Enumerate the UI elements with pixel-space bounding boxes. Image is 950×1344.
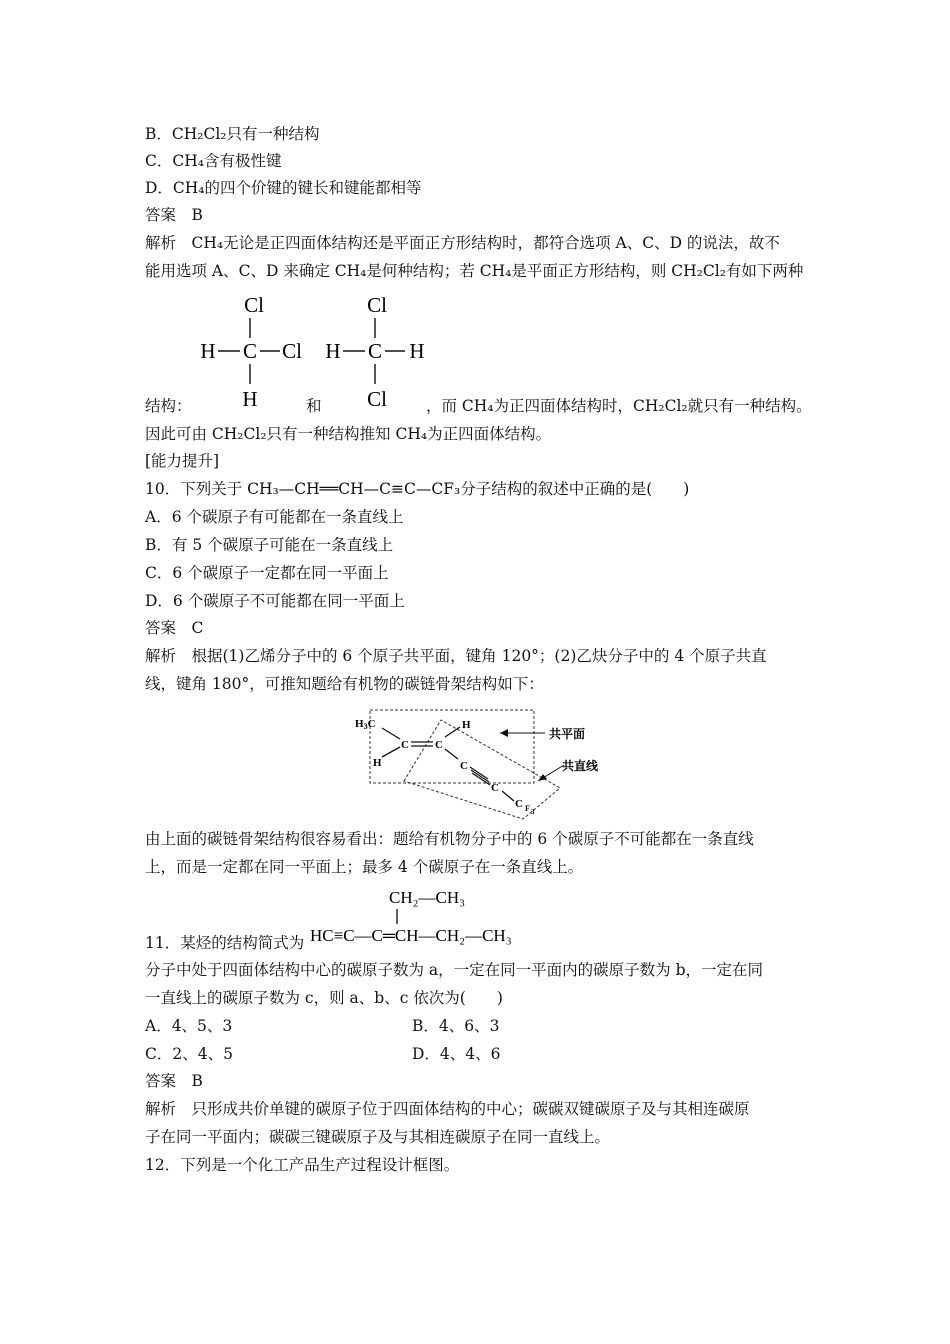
q11-option-a: A．4、5、3 — [145, 1017, 233, 1035]
q11-analysis-line-1: 解析 只形成共价单键的碳原子位于四面体结构的中心；碳碳双键碳原子及与其相连碳原 — [145, 1100, 750, 1118]
q11-line-1: 分子中处于四面体结构中心的碳原子数为 a，一定在同一平面内的碳原子数为 b，一定在同 — [145, 961, 764, 979]
svg-text:C: C — [435, 739, 443, 751]
section-heading: [能力提升] — [145, 452, 220, 470]
struct2-top: Cl — [367, 293, 387, 317]
struct1-center: C — [242, 339, 258, 363]
q11-analysis-line-2: 子在同一平面内；碳碳三键碳原子及与其相连碳原子在同一直线上。 — [145, 1128, 611, 1146]
q9-structure-tail: ，而 CH₄为正四面体结构时，CH₂Cl₂就只有一种结构。 — [426, 397, 812, 415]
carbon-skeleton-figure — [350, 705, 610, 820]
svg-text:C: C — [460, 760, 468, 772]
q10-answer: 答案 C — [145, 619, 204, 637]
q9-structure-label: 结构： — [145, 397, 192, 415]
fig-plane-label: 共平面 — [549, 727, 586, 741]
q10-analysis-line-2: 线，键角 180°，可推知题给有机物的碳链骨架结构如下： — [145, 675, 544, 693]
struct2-bottom: Cl — [367, 387, 387, 411]
q10-after-line-2: 上，而是一定都在同一平面上；最多 4 个碳原子在一条直线上。 — [145, 858, 584, 876]
fig-line-label: 共直线 — [562, 759, 599, 773]
struct1-top: Cl — [244, 293, 264, 317]
q11-stem-prefix: 11．某烃的结构简式为 — [145, 934, 305, 952]
q10-option-b: B．有 5 个碳原子可能在一条直线上 — [145, 536, 394, 554]
hydrocarbon-structure — [310, 884, 570, 948]
q9-conclusion: 因此可由 CH₂Cl₂只有一种结构推知 CH₄为正四面体结构。 — [145, 425, 552, 443]
q9-analysis-line-2: 能用选项 A、C、D 来确定 CH₄是何种结构；若 CH₄是平面正方形结构，则 CH₂Cl₂有如下两种 — [145, 262, 804, 280]
svg-text:C: C — [515, 798, 523, 810]
svg-text:H: H — [373, 757, 382, 769]
struct1-right: Cl — [282, 339, 302, 363]
struct2-center: C — [367, 339, 383, 363]
q12-stem: 12．下列是一个化工产品生产过程设计框图。 — [145, 1156, 460, 1174]
q9-answer: 答案 B — [145, 206, 203, 224]
struct2-left: H — [325, 339, 341, 363]
q10-stem: 10．下列关于 CH₃—CH══CH—C≡C—CF₃分子结构的叙述中正确的是( ) — [145, 480, 690, 498]
q10-analysis-line-1: 解析 根据(1)乙烯分子中的 6 个原子共平面，键角 120°；(2)乙炔分子中的 4 个原子共直 — [145, 647, 767, 665]
q9-and: 和 — [306, 397, 322, 415]
svg-text:3: 3 — [531, 808, 535, 816]
q11-branch: CH₂—CH₃ — [389, 888, 466, 907]
q11-option-b: B．4、6、3 — [412, 1017, 500, 1035]
svg-text:H: H — [462, 719, 471, 731]
q11-option-d: D．4、4、6 — [412, 1045, 501, 1063]
q9-option-c: C．CH₄含有极性键 — [145, 152, 282, 170]
q11-line-2: 一直线上的碳原子数为 c，则 a、b、c 依次为( ) — [145, 989, 503, 1007]
q11-main-chain: HC≡C—C═CH—CH₂—CH₃ — [310, 926, 512, 945]
svg-text:C: C — [401, 739, 409, 751]
q9-option-d: D．CH₄的四个价键的键长和键能都相等 — [145, 179, 422, 197]
ch2cl2-structure-1 — [192, 288, 312, 413]
q9-analysis-line-1: 解析 CH₄无论是正四面体结构还是平面正方形结构时，都符合选项 A、C、D 的说法，故不 — [145, 234, 780, 252]
ch2cl2-structure-2 — [317, 288, 437, 413]
svg-text:F: F — [525, 804, 530, 813]
q10-option-d: D．6 个碳原子不可能都在同一平面上 — [145, 592, 405, 610]
q10-option-c: C．6 个碳原子一定都在同一平面上 — [145, 564, 389, 582]
struct1-left: H — [200, 339, 216, 363]
svg-text:C: C — [491, 782, 499, 794]
q9-option-b: B．CH₂Cl₂只有一种结构 — [145, 125, 320, 143]
q10-option-a: A．6 个碳原子有可能都在一条直线上 — [145, 508, 404, 526]
struct2-right: H — [409, 339, 425, 363]
q11-answer: 答案 B — [145, 1072, 203, 1090]
q11-option-c: C．2、4、5 — [145, 1045, 233, 1063]
struct1-bottom: H — [242, 387, 258, 411]
q10-after-line-1: 由上面的碳链骨架结构很容易看出：题给有机物分子中的 6 个碳原子不可能都在一条直线 — [145, 830, 754, 848]
svg-text:H3C: H3C — [355, 718, 376, 731]
